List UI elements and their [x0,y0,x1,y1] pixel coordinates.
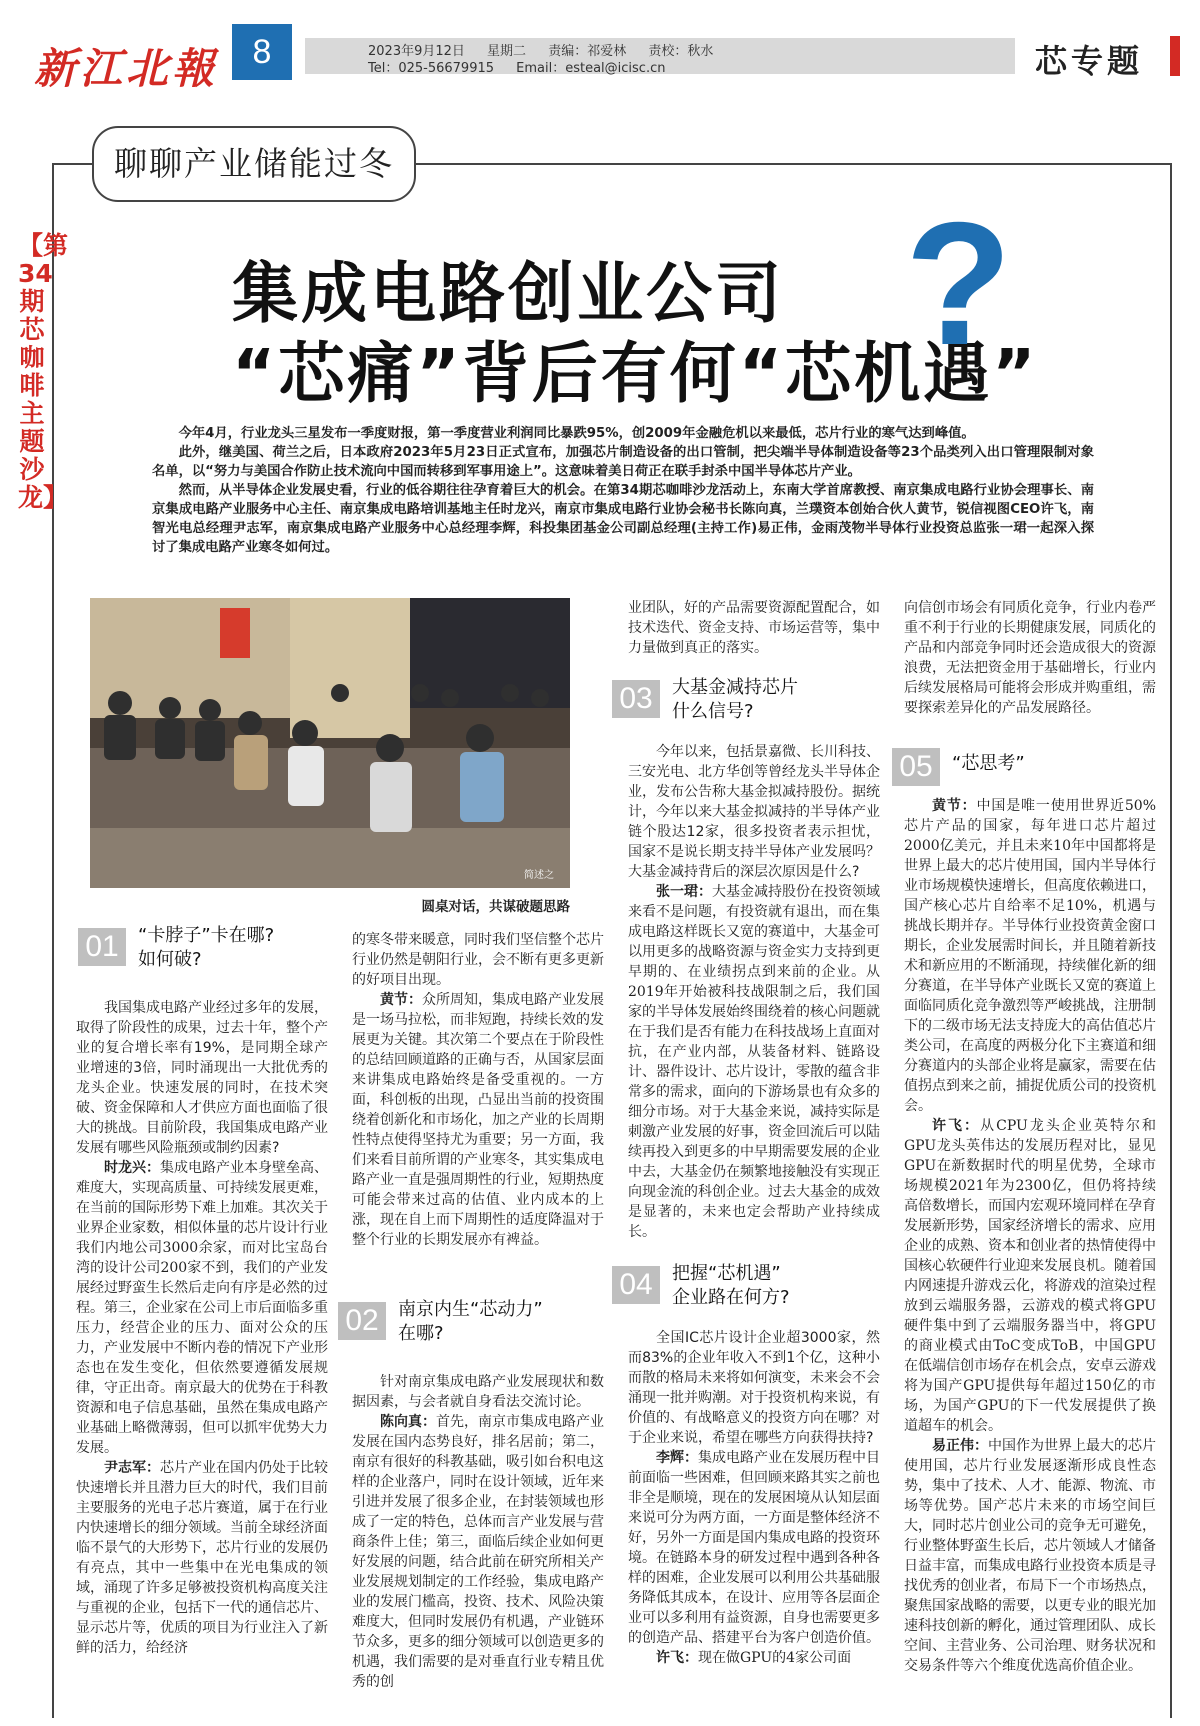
photo-signature: 简述之 [524,870,554,881]
section-01-header [78,924,318,988]
speaker-text: 集成电路产业在发展历程中目前面临一些困难，但回顾来路其实之前也非全是顺境，现在的发展困境从认知层面来说可分为两方面，一方面是整体经济不好，另外一方面是国内集成电路的投资环境。在链路本身的研发过程中遇到各种各样的困难，企业发展可以利用公共基础服务降低其成本，在设计、应用等各层面企业可以多利用有益资源，自身也需要更多的创造产品、搭建平台为客户创造价值。 [628,1450,880,1646]
topic-title: 聊聊产业储能过冬 [92,126,416,202]
intro-paragraph: 此外，继美国、荷兰之后，日本政府2023年5月23日正式宣布，加强芯片制造设备的出口管制，把尖端半导体制造设备等23个品类列入出口管理限制对象名单，以“努力与美国合作防止技术流向中国而转移到军事用途上”。这意味着美日荷正在联手封杀中国半导体芯片产业。 [152,445,1094,479]
column-3-bottom [628,1328,880,1668]
speaker-name: 许飞： [932,1118,981,1134]
question-mark-icon: ? [905,187,1012,382]
continued-paragraph: 业团队，好的产品需要资源配置配合，如技术迭代、资金支持、市场运营等，集中力量做到真正的落实。 [628,600,880,656]
section-number: 05 [892,748,940,786]
column-2-top [352,930,604,1250]
speaker-text: 集成电路产业本身壁垒高、难度大，实现高质量、可持续发展更难，在当前的国际形势下难上加难。其次关于业界企业家数，相似体量的芯片设计行业我们内地公司3000余家，而对比宝岛台湾的设计公司200家不到，我们的产业发展经过野蛮生长然后走向有序是必然的过程。第三，企业家在公司上市后面临多重压力，经营企业的压力、面对公众的压力，产业发展中不断内卷的情况下产业形态也在发生变化，但依然要遵循发展规律，守正出奇。南京最大的优势在于科教资源和电子信息基础，虽然在集成电路产业基础上略微薄弱，但可以抓牢优势大力发展。 [76,1160,328,1456]
speaker-text: 中国作为世界上最大的芯片使用国，芯片行业发展逐渐形成良性态势，集中了技术、人才、能源、物流、市场等优势。国产芯片未来的市场空间巨大，同时芯片创业公司的竞争无可避免，行业整体野蛮生长后，芯片领域人才储备日益丰富，而集成电路行业投资本质是寻找优秀的创业者，布局下一个市场热点，聚焦国家战略的需要，以更专业的眼光加速科技创新的孵化，通过管理团队、成长空间、主营业务、公司治理、财务状况和交易条件等六个维度优选高价值企业。 [904,1438,1156,1674]
speaker-paragraph [76,1458,328,1658]
question-paragraph: 我国集成电路产业经过多年的发展，取得了阶段性的成果，过去十年，整个产业的复合增长率有19%，是同期全球产业增速的3倍，同时涌现出一大批优秀的龙头企业。快速发展的同时，在技术突破、资金保障和人才供应方面也面临了很大的挑战。目前阶段，我国集成电路产业发展有哪些风险瓶颈或制约因素? [76,1000,328,1156]
section-number: 03 [612,680,660,718]
section-title [672,676,798,724]
section-title-line: 把握“芯机遇” [672,1263,781,1284]
headline-line-1: 集成电路创业公司 [232,255,784,332]
column-4-body [904,796,1156,1676]
section-title-line: “卡脖子”卡在哪? [138,925,275,946]
section-title: “芯思考” [952,753,1025,774]
speaker-paragraph [352,1412,604,1692]
section-03-header [612,676,872,740]
speaker-name: 许飞： [656,1650,698,1666]
intro-paragraph: 然而，从半导体企业发展史看，行业的低谷期往往孕育着巨大的机会。在第34期芯咖啡沙龙活动上，东南大学首席教授、南京集成电路行业协会理事长、南京集成电路产业服务中心主任、南京集成电路培训基地主任时龙兴，南京市集成电路行业协会秘书长陈向真，兰璞资本创始合伙人黄节，锐信视图CEO许飞，南智光电总经理尹志军，南京集成电路产业服务中心总经理李辉，科投集团基金公司副总经理(主持工作)易正伟，金雨茂物半导体行业投资总监张一珺一起深入探讨了集成电路产业寒冬如何过。 [152,483,1094,555]
section-title-line: 大基金减持芯片 [672,677,798,698]
telephone: Tel：025-56679915 [368,61,495,76]
newspaper-logo: 新江北報 [34,44,219,93]
section-title [138,924,274,972]
speaker-paragraph [904,1116,1156,1436]
speaker-paragraph [76,1158,328,1458]
section-title-line: 南京内生“芯动力” [398,1299,543,1320]
speaker-text: 首先，南京市集成电路产业发展在国内态势良好，排名居前；第二，南京有很好的科教基础，吸引如台积电这样的企业落户，同时在设计领域，近年来引进并发展了很多企业，在封装领域也形成了一定的特色，总体而言产业发展与营商条件上佳；第三，面临后续企业如何更好发展的问题，结合此前在研究所相关产业发展规划制定的工作经验，集成电路产业的发展门槛高，投资、技术、风险决策难度大，但同时发展仍有机遇，产业链环节众多，更多的细分领域可以创造更多的机遇，我们需要的是对垂直行业专精且优秀的创 [352,1414,604,1690]
speaker-text: 中国是唯一使用世界近50%芯片产品的国家，每年进口芯片超过2000亿美元，并且未来10年中国都将是世界上最大的芯片使用国，国内半导体行业市场规模快速增长，但高度依赖进口，国产核心芯片自给率不足10%，机遇与挑战长期并存。半导体行业投资黄金窗口期长，企业发展需时间长，并且随着新技术和新应用的不断涌现，持续催化新的细分赛道，在半导体产业既长又宽的赛道上面临同质化竞争激烈等严峻挑战，注册制下的二级市场无法支持庞大的高估值芯片类公司，在高度的两极分化下主赛道和细分赛道内的头部企业将是赢家，需要在估值拐点到来之前，捕捉优质公司的投资机会。 [904,798,1156,1114]
section-title: 芯专题 [1035,42,1144,80]
speaker-name: 时龙兴： [104,1160,160,1176]
column-3-middle [628,742,880,1242]
question-paragraph: 全国IC芯片设计企业超3000家，然而83%的企业年收入不到1个亿，这种小而散的格局未来将如何演变，未来会不会涌现一批并购潮。对于投资机构来说，有价值的、有战略意义的投资方向在哪？对于企业来说，希望在哪些方向获得扶持? [628,1330,880,1446]
continued-paragraph: 的寒冬带来暖意，同时我们坚信整个芯片行业仍然是朝阳行业，会不断有更多更新的好项目出现。 [352,932,604,988]
contact-info [368,57,683,76]
speaker-text: 大基金减持股份在投资领域来看不是问题，有投资就有退出，而在集成电路这样既长又宽的赛道中，大基金可以用更多的战略资源与资金实力支持到更早期的、在业绩拐点到来前的企业。从2019年开始被科技战限制之后，我们国家的半导体发展始终围绕着的核心问题就在于我们是否有能力在科技战场上直面对抗，在产业内部，从装备材料、链路设计、器件设计、芯片设计，零散的蕴含非常多的需求，面向的下游场景也有众多的细分市场。对于大基金来说，减持实际是刺激产业发展的好事，资金回流后可以陆续再投入到更多的中早期需要发展的企业中去，大基金仍在频繁地接触没有实现正向现金流的科创企业。过去大基金的成效是显著的，未来也定会帮助产业持续成长。 [628,884,880,1240]
editor: 责编：祁爱林 [548,44,627,59]
section-number: 04 [612,1266,660,1304]
continued-paragraph: 向信创市场会有同质化竞争，行业内卷严重不利于行业的长期健康发展，同质化的产品和内部竞争同时还会造成很大的资源浪费，无法把资金用于基础增长，行业内后续发展格局可能将会形成并购重组，需要探索差异化的产品发展路径。 [904,600,1156,716]
speaker-name: 易正伟： [932,1438,988,1454]
section-04-header [612,1262,872,1326]
issue-weekday: 星期二 [487,44,527,59]
question-paragraph: 今年以来，包括景嘉微、长川科技、三安光电、北方华创等曾经龙头半导体企业，发布公告称大基金拟减持股份。据统计，今年以来大基金拟减持的半导体产业链个股达12家，很多投资者表示担忧，国家不是说长期支持半导体产业发展吗？大基金减持背后的深层次原因是什么? [628,744,880,880]
proofreader: 责校：秋水 [648,44,714,59]
question-paragraph: 针对南京集成电路产业发展现状和数据因素，与会者就自身看法交流讨论。 [352,1374,604,1410]
section-marker [1170,36,1180,76]
speaker-text: 现在做GPU的4家公司面 [698,1650,852,1666]
section-title [672,1262,790,1310]
speaker-name: 黄节： [380,992,422,1008]
page-number: 8 [232,24,292,80]
photo-illustration [90,598,570,888]
intro-paragraph: 今年4月，行业龙头三星发布一季度财报，第一季度营业利润同比暴跌95%，创2009年金融危机以来最低，芯片行业的寒气达到峰值。 [178,426,975,441]
speaker-paragraph [904,796,1156,1116]
section-title [398,1298,543,1346]
issue-date: 2023年9月12日 [368,44,465,59]
headline-line-2: “芯痛”背后有何“芯机遇” [232,335,1039,412]
column-3-top [628,598,880,658]
intro [152,424,1094,557]
speaker-text: 众所周知，集成电路产业发展是一场马拉松，而非短跑，持续长效的发展更为关键。其次第二个要点在于阶段性的总结回顾道路的正确与否，从国家层面来讲集成电路始终是备受重视的。一方面，科创板的出现，凸显出当前的投资围绕着创新化和市场化，加之产业的长周期性特点使得坚持尤为重要；另一方面，我们来看目前所谓的产业寒冬，其实集成电路产业一直是强周期性的行业，短期热度可能会带来过高的估值、业内成本的上涨，现在自上而下周期性的适度降温对于整个行业的长期发展亦有裨益。 [352,992,604,1248]
speaker-text: 芯片产业在国内仍处于比较快速增长并且潜力巨大的时代，我们目前主要服务的光电子芯片赛道，属于在行业内快速增长的细分领域。当前全球经济面临不景气的大形势下，芯片行业的发展仍有亮点，其中一些集中在光电集成的领域，涌现了许多足够被投资机构高度关注与重视的企业，包括下一代的通信芯片、显示芯片等，优质的项目为行业注入了新鲜的活力，给经济 [76,1460,328,1656]
speaker-paragraph [352,990,604,1250]
speaker-paragraph [628,1648,880,1668]
salon-label: 【第34期芯咖啡主题沙龙】 [18,231,69,512]
column-2-bottom [352,1372,604,1692]
section-title-line: 企业路在何方? [672,1287,790,1308]
column-1 [76,998,328,1658]
speaker-paragraph [904,1436,1156,1676]
email[interactable]: Email：esteal@icisc.cn [516,61,666,76]
speaker-name: 黄节： [932,798,977,814]
speaker-name: 尹志军： [104,1460,160,1476]
speaker-name: 李辉： [656,1450,698,1466]
section-number: 01 [78,928,126,966]
section-title-line: 如何破? [138,949,202,970]
photo-caption: 圆桌对话，共谋破题思路 [421,899,570,915]
section-number: 02 [338,1302,386,1340]
section-02-header [338,1298,598,1362]
speaker-name: 陈向真： [380,1414,436,1430]
speaker-text: 从CPU龙头企业英特尔和GPU龙头英伟达的发展历程对比，显见GPU在新数据时代的明星优势，全球市场规模2021年为2300亿，但仍将持续高倍数增长，而国内宏观环境同样在孕育发展新形势，国家经济增长的需求、应用企业的成熟、资本和创业者的热情使得中国核心软硬件行业迎来发展良机。随着国内网速提升游戏云化，将游戏的渲染过程放到云端服务器，云游戏的模式将GPU硬件集中到了云端服务器当中，将GPU的商业模式由ToC变成ToB，中国GPU在低端信创市场存在机会点，安卓云游戏将为国产GPU提供每年超过150亿的市场，为国产GPU的下一代发展提供了换道超车的机会。 [904,1118,1156,1434]
speaker-name: 张一珺： [656,884,712,900]
section-title-line: 在哪? [398,1323,444,1344]
column-4-top [904,598,1156,718]
speaker-paragraph [628,882,880,1242]
section-title-line: 什么信号? [672,701,754,722]
speaker-paragraph [628,1448,880,1648]
event-photo [90,598,570,888]
